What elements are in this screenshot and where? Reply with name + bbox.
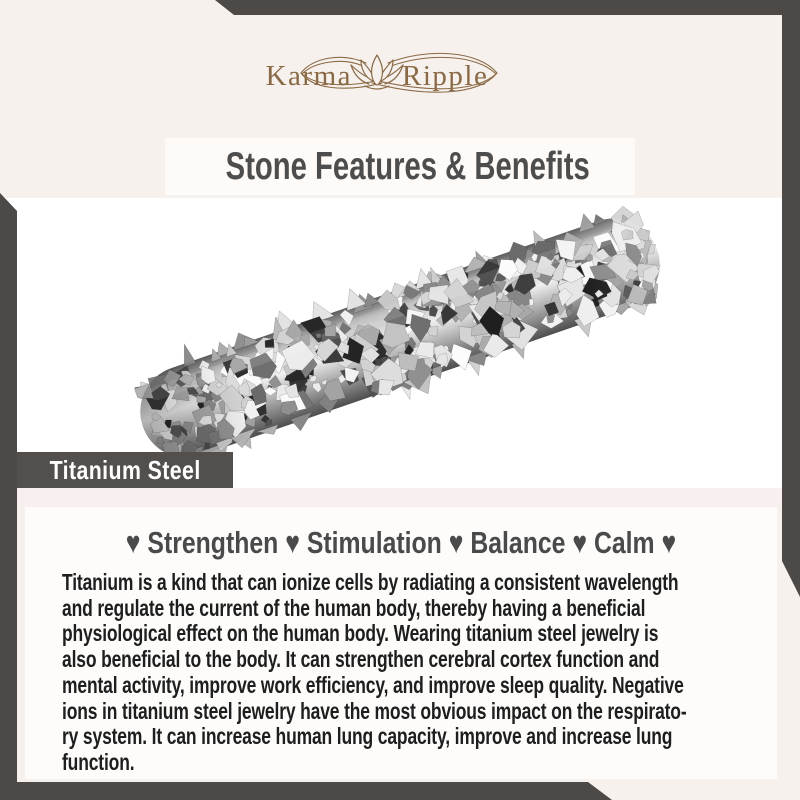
brand-word-karma: Karma — [265, 60, 352, 92]
benefits-panel — [25, 507, 777, 779]
titanium-crystal-bar-image — [0, 198, 782, 488]
frame-top-ribbon — [0, 0, 800, 15]
benefits-heading-text: ♥ Strengthen ♥ Stimulation ♥ Balance ♥ Calm ♥ — [125, 525, 677, 560]
frame-left-ribbon — [0, 193, 17, 800]
benefits-body-line: Titanium is a kind that can ionize cells by radiating a consistent wavelength — [62, 569, 679, 595]
benefits-body-line: and regulate the current of the human body, thereby having a beneficial — [62, 594, 646, 621]
benefits-body — [25, 570, 777, 776]
brand-word-ripple: Ripple — [402, 60, 489, 92]
benefits-heading — [25, 523, 777, 563]
benefits-body-line: function. — [62, 748, 135, 775]
benefits-body-line: also beneficial to the body. It can strengthen cerebral cortex function and — [62, 646, 660, 673]
section-title-band — [165, 138, 635, 195]
page-title: Stone Features & Benefits — [225, 145, 590, 188]
product-label-bar — [0, 452, 233, 488]
product-photo-area — [0, 198, 782, 488]
benefits-body-line: ry system. It can increase human lung capacity, improve and increase lung — [62, 723, 673, 750]
frame-bottom-ribbon — [0, 782, 612, 800]
benefits-body-line: ions in titanium steel jewelry have the most obvious impact on the respirato- — [62, 697, 687, 724]
benefits-body-line: physiological effect on the human body. Wearing titanium steel jewelry is — [62, 620, 659, 647]
divider-band — [0, 488, 800, 507]
benefits-body-line: mental activity, improve work efficiency, and improve sleep quality. Negative — [62, 671, 684, 698]
frame-right-ribbon — [782, 0, 800, 597]
brand-logo — [230, 36, 570, 116]
product-label: Titanium Steel — [49, 455, 202, 485]
